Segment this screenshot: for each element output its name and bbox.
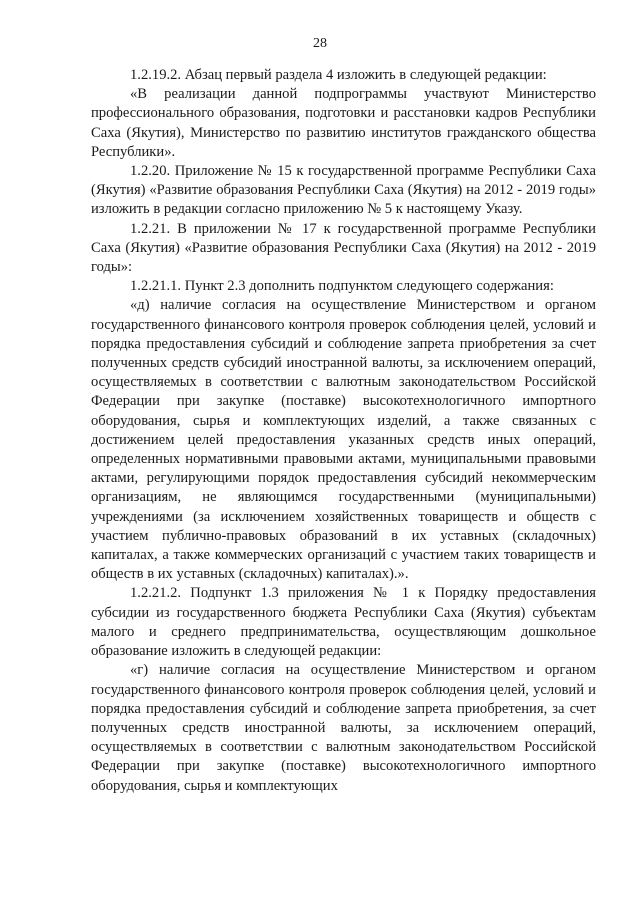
paragraph-quote-d: «д) наличие согласия на осуществление Министерством и органом государственного финансового контроля проверок соблюдения целей, условий и порядка предоставления субсидий и соблюдение запрета приобретения за счет полученных средств субсидий иностранной валюты, за исключением операций, осуществляемых в соответствии с валютным законодательством Российской Федерации при закупке (поставке) высокотехнологичного импортного оборудования, сырья и комплектующих изделий, а также связанных с достижением целей предоставления указанных средств иных операций, определенных нормативными правовыми актами, муниципальными правовыми актами, регулирующими порядок предоставления субсидий некоммерческим организациям, не являющимся государственными (муниципальными) учреждениями (за исключением хозяйственных товариществ и обществ с участием публично-правовых образований в их уставных (складочных) капиталах, а также коммерческих организаций с участием таких товариществ и обществ в их уставных (складочных) капиталах).». xyxy=(91,297,596,583)
page-number: 28 xyxy=(313,36,327,51)
document-body xyxy=(91,66,596,796)
paragraph-quote-subprogram: «В реализации данной подпрограммы участвуют Министерство профессионального образования, подготовки и расстановки кадров Республики Саха (Якутия), Министерство по развитию институтов гражданского общества Республики». xyxy=(91,86,596,160)
paragraph-1-2-21: 1.2.21. В приложении № 17 к государственной программе Республики Саха (Якутия) «Развитие образования Республики Саха (Якутия) на 2012 - 2019 годы»: xyxy=(91,220,596,276)
paragraph-1-2-21-2: 1.2.21.2. Подпункт 1.3 приложения № 1 к Порядку предоставления субсидии из государственного бюджета Республики Саха (Якутия) субъектам малого и среднего предпринимательства, осуществляющим дошкольное образование изложить в следующей редакции: xyxy=(91,585,596,660)
paragraph-1-2-19-2: 1.2.19.2. Абзац первый раздела 4 изложить в следующей редакции: xyxy=(130,67,547,83)
paragraph-quote-g: «г) наличие согласия на осуществление Министерством и органом государственного финансового контроля проверок соблюдения целей, условий и порядка предоставления субсидий и соблюдение запрета приобретения, за счет полученных средств иностранной валюты, за исключением операций, осуществляемых в соответствии с валютным законодательством Российской Федерации при закупке (поставке) высокотехнологичного импортного оборудования, сырья и комплектующих xyxy=(91,662,596,794)
paragraph-1-2-21-1: 1.2.21.1. Пункт 2.3 дополнить подпунктом следующего содержания: xyxy=(130,278,554,295)
paragraph-1-2-20: 1.2.20. Приложение № 15 к государственной программе Республики Саха (Якутия) «Развитие образования Республики Саха (Якутия) на 2012 - 2019 годы» изложить в редакции согласно приложению № 5 к настоящему Указу. xyxy=(91,163,596,218)
